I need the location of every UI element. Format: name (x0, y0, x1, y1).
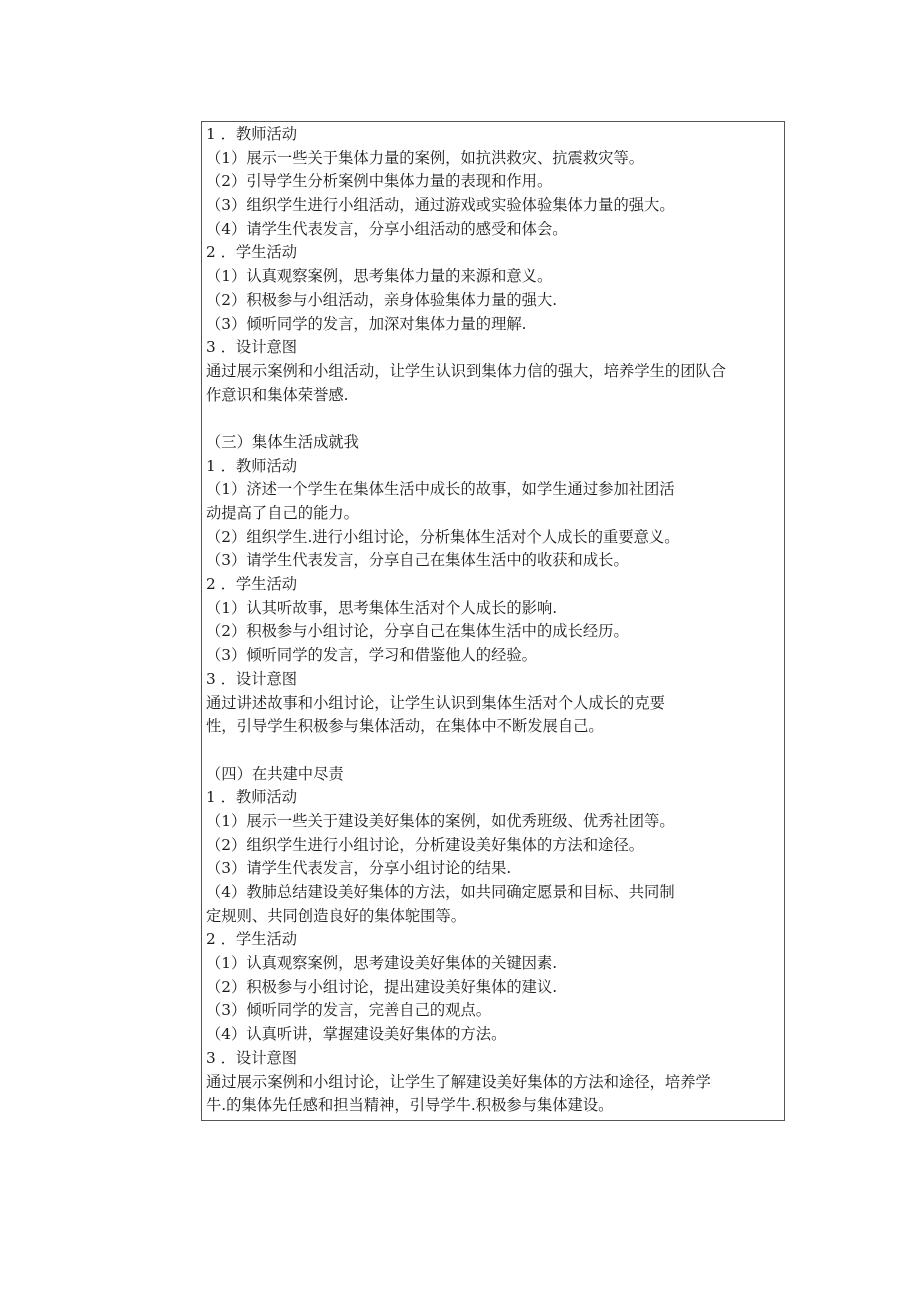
text-line: （1）展示一些关于集体力量的案例，如抗洪救灾、抗震救灾等。 (206, 148, 645, 167)
text-line: （3）倾听同学的发言，学习和借鉴他人的经验。 (206, 646, 537, 665)
text-line: （1）认其听故事，思考集体生活对个人成长的影响. (206, 598, 558, 617)
text-line: 动提高了自己的能力。 (206, 504, 359, 522)
text-line: （3）请学生代表发言，分享自己在集体生活中的收获和成长。 (206, 551, 629, 570)
blank-line (206, 739, 784, 763)
text-line: 通过展示案例和小组讨论，让学生了解建设美好集体的方法和途径，培养学 (206, 1072, 711, 1091)
text-line: （4）请学生代表发言，分享小组活动的感受和体会。 (206, 219, 568, 238)
lesson-plan-table-cell (201, 121, 785, 1121)
text-line: 2 ．学生活动 (206, 575, 298, 594)
text-line: 通过展示案例和小组活动，让学生认识到集体力信的强大，培养学生的团队合 (206, 361, 727, 380)
text-line: 定规则、共同创造良好的集体鸵围等。 (206, 906, 467, 925)
text-line: （3）请学生代表发言，分享小组讨论的结果. (206, 859, 512, 878)
blank-line (206, 407, 784, 431)
text-line: （2）引导学生分析案例中集体力量的表现和作用。 (206, 172, 553, 191)
text-line: （1）认真观察案例，思考集体力量的来源和意义。 (206, 267, 553, 286)
text-line: 2 ．学生活动 (206, 243, 298, 262)
text-line: （2）积极参与小组讨论，分享自己在集体生活中的成长经历。 (206, 622, 629, 641)
text-line: （4）认真听讲，掌握建设美好集体的方法。 (206, 1025, 507, 1044)
text-line: 通过讲述故事和小组讨论，让学生认识到集体生活对个人成长的克要 (206, 693, 665, 712)
text-line: 1 ．教师活动 (206, 456, 298, 475)
text-line: 3 ．设计意图 (206, 338, 298, 357)
text-line: （1）济述一个学生在集体生活中成长的故事，如学生通过参加社团活 (206, 480, 675, 499)
text-line: （3）倾听同学的发言，加深对集体力量的理解. (206, 314, 527, 333)
text-line: （2）组织学生.进行小组讨论，分析集体生活对个人成长的重要意义。 (206, 527, 680, 546)
text-line: 1 ．教师活动 (206, 788, 298, 807)
text-line: 2 ．学生活动 (206, 930, 298, 949)
text-line: 3 ．设计意图 (206, 669, 298, 688)
text-line: （2）组织学生进行小组讨论，分析建设美好集体的方法和途径。 (206, 835, 645, 854)
text-line: （3）倾听同学的发言，完善自己的观点。 (206, 1001, 492, 1020)
text-line: （2）积极参与小组讨论，提出建设美好集体的建议. (206, 977, 558, 996)
section-heading: （四）在共建中尽责 (206, 764, 344, 783)
text-line: 牛.的集体先任感和担当精神，引导学牛.积极参与集体建设。 (206, 1096, 614, 1115)
text-line: 作意识和集体荣誉感. (206, 385, 349, 404)
text-line: 1 ．教师活动 (206, 125, 298, 143)
text-line: （2）积极参与小组活动，亲身体验集体力量的强大. (206, 290, 558, 309)
text-line: （3）组织学生进行小组活动，通过游戏或实验体验集体力量的强大。 (206, 196, 675, 215)
text-line: （1）认真观察案例，思考建设美好集体的关键因素. (206, 954, 558, 973)
text-line: （4）教肺总结建设美好集体的方法，如共同确定愿景和目标、共同制 (206, 883, 675, 901)
text-line: （1）展示一些关于建设美好集体的案例，如优秀班级、优秀社团等。 (206, 811, 675, 830)
text-line: 3 ．设计意图 (206, 1048, 298, 1067)
text-line: 性，引导学生积极参与集体活动，在集体中不断发展自己。 (206, 717, 604, 736)
section-heading: （三）集体生活成就我 (206, 432, 359, 451)
